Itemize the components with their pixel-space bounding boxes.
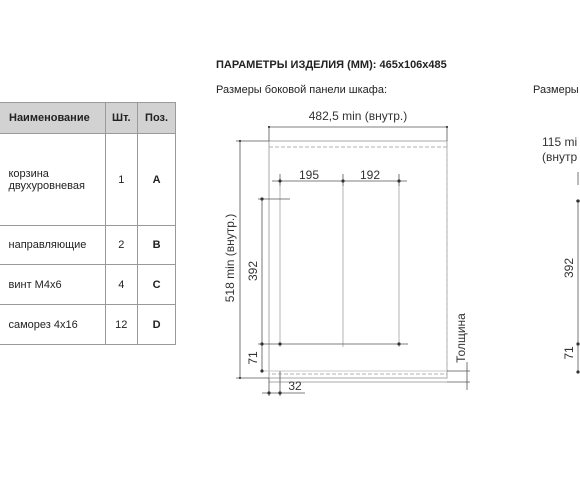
part-qty: 1: [105, 134, 138, 226]
side-panel-caption: Размеры боковой панели шкафа:: [216, 84, 388, 96]
dim-height-label: 518 min (внутр.): [223, 213, 237, 303]
product-parameters-heading: ПАРАМЕТРЫ ИЗДЕЛИЯ (ММ): 465х106х485: [216, 59, 447, 71]
dim-width-label: 482,5 min (внутр.): [308, 109, 408, 123]
second-dim-width-line1: 115 mi: [542, 135, 578, 149]
part-pos: A: [138, 134, 176, 226]
part-qty: 4: [105, 265, 138, 305]
part-qty: 2: [105, 226, 138, 265]
dim-32-label: 32: [288, 379, 302, 393]
panel-outline: [269, 141, 447, 378]
dim-192-label: 192: [359, 168, 381, 182]
part-name: винт М4х6: [0, 265, 105, 305]
dim-195-label: 195: [298, 168, 320, 182]
dim-71-label: 71: [246, 351, 260, 365]
header-name: Наименование: [0, 103, 105, 134]
part-pos: D: [138, 305, 176, 345]
part-name: направляющие: [0, 226, 105, 265]
part-name: саморез 4х16: [0, 305, 105, 345]
thickness-label: Толщина: [454, 313, 468, 363]
second-dim-392-label: 392: [562, 257, 576, 279]
second-panel-caption: Размеры: [533, 84, 579, 96]
part-pos: C: [138, 265, 176, 305]
part-pos: B: [138, 226, 176, 265]
part-name: корзина двухуровневая: [0, 134, 105, 226]
dim-392-label: 392: [246, 260, 260, 282]
part-qty: 12: [105, 305, 138, 345]
second-dim-width-line2: (внутр: [542, 150, 578, 164]
header-qty: Шт.: [105, 103, 138, 134]
header-pos: Поз.: [138, 103, 176, 134]
second-dim-71-label: 71: [562, 346, 576, 360]
